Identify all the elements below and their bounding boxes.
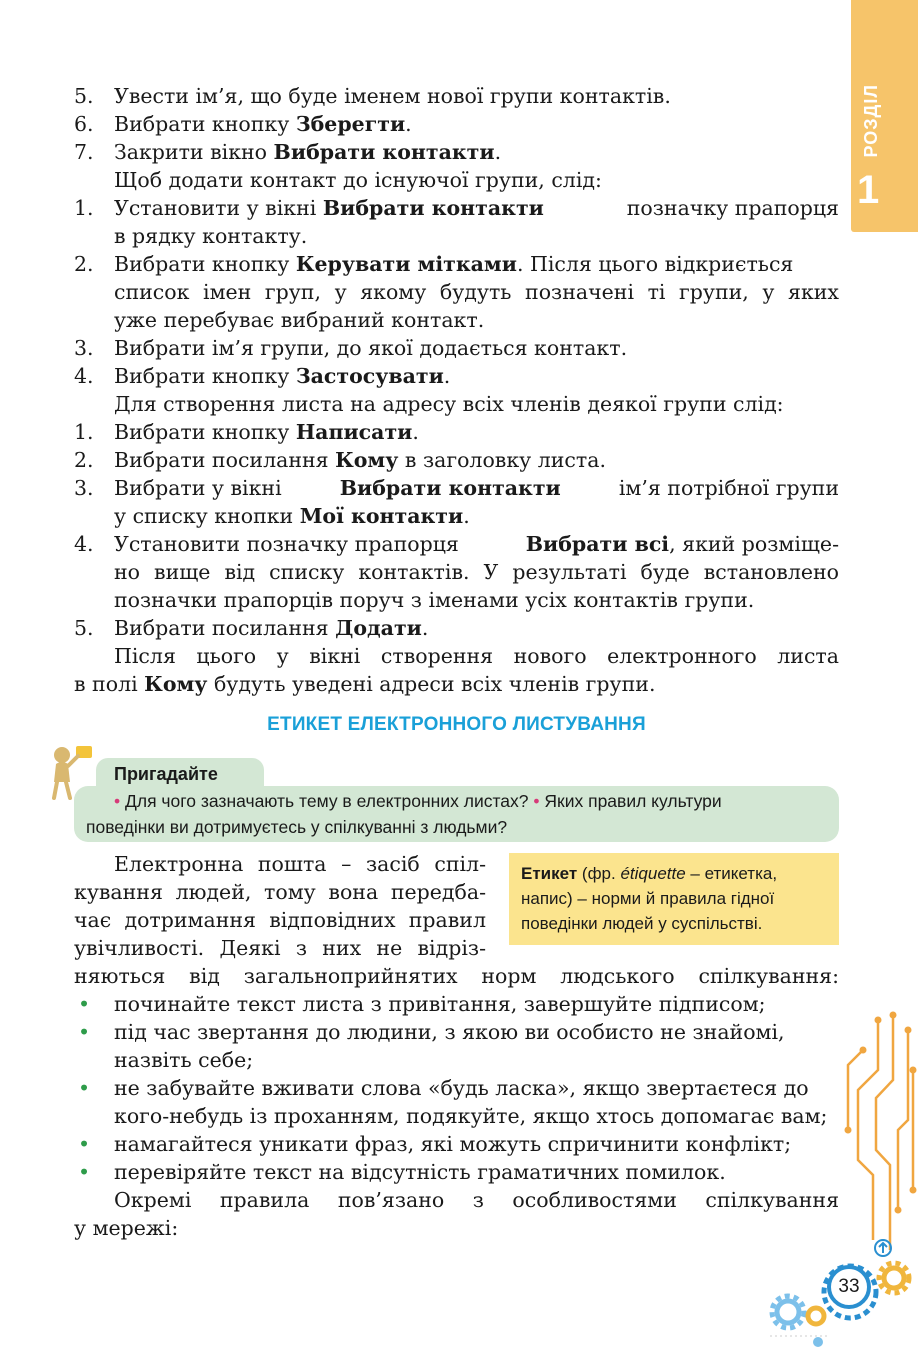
bullet-icon: • (78, 1076, 91, 1100)
paragraph: Окремі правила пов’язано з особливостями спілкування (114, 1188, 839, 1212)
paragraph: Після цього у вікні створення нового електронного листа (114, 644, 839, 668)
bullet-icon: • (533, 791, 540, 811)
paragraph: Щоб додати контакт до існуючої групи, слід: (114, 168, 602, 192)
list-item: 3. Вибрати ім’я групи, до якої додається контакт. (74, 336, 628, 360)
list-item: 4. Установити позначку прапорця Вибрати всі, який розміще- (74, 532, 839, 556)
list-item: 2. Вибрати посилання Кому в заголовку листа. (74, 448, 606, 472)
list-item: 2. Вибрати кнопку Керувати мітками. Після цього відкриється (74, 252, 794, 276)
page-number: 33 (827, 1265, 871, 1309)
list-item: • намагайтеся уникати фраз, які можуть спричинити конфлікт; (78, 1132, 792, 1156)
list-item-continuation: позначки прапорців поруч з іменами усіх контактів групи. (114, 588, 755, 612)
remind-text: • Для чого зазначають тему в електронних листах? • Яких правил культури поведінки ви дотримуєтесь у спілкуванні з людьми? (86, 791, 722, 837)
bullet-icon: • (78, 1160, 91, 1184)
paragraph-line: чає дотримання відповідних правил (74, 908, 486, 932)
definition-box: Етикет (фр. étiquette – етикетка, напис) – норми й правила гідної поведінки людей у суспільстві. (509, 853, 839, 945)
list-item-continuation: но вище від списку контактів. У результаті буде встановлено (114, 560, 839, 584)
paragraph-line: няються від загальноприйнятих норм людського спілкування: (74, 964, 839, 988)
list-item-continuation: назвіть себе; (114, 1048, 254, 1072)
section-heading: ЕТИКЕТ ЕЛЕКТРОННОГО ЛИСТУВАННЯ (267, 714, 646, 735)
list-item: • перевіряйте текст на відсутність граматичних помилок. (78, 1160, 726, 1184)
paragraph: Електронна пошта – засіб спіл- (114, 852, 486, 876)
paragraph-continuation: в полі Кому будуть уведені адреси всіх членів групи. (74, 672, 656, 696)
chapter-tab (851, 0, 918, 232)
list-item: 5. Вибрати посилання Додати. (74, 616, 429, 640)
list-item-continuation: список імен груп, у якому будуть позначені ті групи, у яких (114, 280, 839, 304)
chapter-label: РОЗДІЛ (861, 84, 881, 158)
list-item: 4. Вибрати кнопку Застосувати. (74, 364, 451, 388)
bullet-icon: • (78, 1132, 91, 1156)
paragraph-continuation: у мережі: (74, 1216, 179, 1240)
list-item: 1. Установити у вікні Вибрати контакти позначку прапорця (74, 196, 839, 220)
etiquette-block (74, 850, 839, 1242)
instructions-block (74, 82, 839, 698)
remind-title: Пригадайте (114, 764, 218, 784)
list-item-continuation: кого-небудь із проханням, подякуйте, якщо хтось допомагає вам; (114, 1104, 828, 1128)
bullet-icon: • (78, 1020, 91, 1044)
list-item: • не забувайте вживати слова «будь ласка», якщо звертаєтеся до (78, 1076, 809, 1100)
list-item: 6. Вибрати кнопку Зберегти. (74, 112, 412, 136)
list-item: • під час звертання до людини, з якою ви особисто не знайомі, (78, 1020, 785, 1044)
list-item-continuation: уже перебуває вибраний контакт. (114, 308, 485, 332)
list-item: 5. Увести ім’я, що буде іменем нової групи контактів. (74, 84, 671, 108)
list-item: 3. Вибрати у вікні Вибрати контакти ім’я потрібної групи (74, 476, 839, 500)
list-item-continuation: у списку кнопки Мої контакти. (114, 504, 470, 528)
bullet-icon: • (78, 992, 91, 1016)
paragraph: Для створення листа на адресу всіх членів деякої групи слід: (114, 392, 784, 416)
list-item-continuation: в рядку контакту. (114, 224, 308, 248)
chapter-number: 1 (857, 168, 880, 212)
list-item: 1. Вибрати кнопку Написати. (74, 420, 419, 444)
list-item: • починайте текст листа з привітання, завершуйте підписом; (78, 992, 766, 1016)
paragraph-line: кування людей, тому вона передба- (74, 880, 486, 904)
bullet-icon: • (114, 791, 121, 811)
paragraph-line: увічливості. Деякі з них не відріз- (74, 936, 486, 960)
list-item: 7. Закрити вікно Вибрати контакти. (74, 140, 502, 164)
